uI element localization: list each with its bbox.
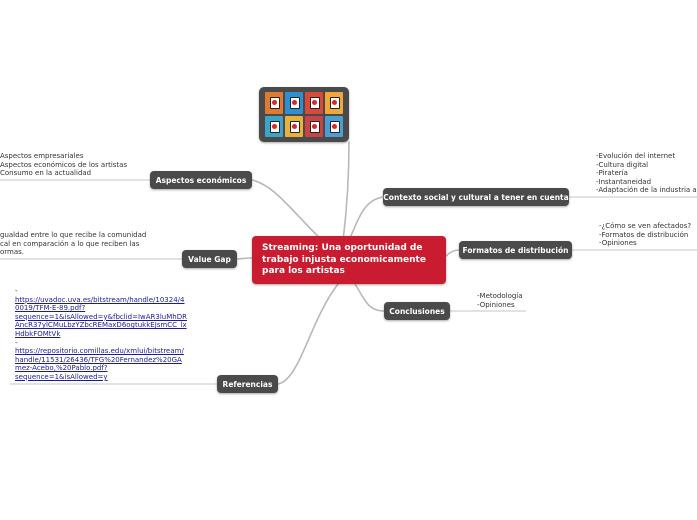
line-to-contexto <box>350 197 383 238</box>
central-topic[interactable] <box>252 236 446 284</box>
reference-link-line[interactable]: https://repositorio.comillas.edu/xmlui/bitstream/ <box>15 347 184 356</box>
line-to-conclusiones <box>355 284 384 311</box>
note-line: -Opiniones <box>599 239 637 248</box>
play-dot-icon <box>312 124 317 129</box>
play-dot-icon <box>332 124 337 129</box>
image-tile <box>265 116 283 138</box>
image-tile <box>285 116 303 138</box>
topic-value-gap[interactable] <box>182 250 237 268</box>
contexto-notes <box>596 152 697 195</box>
line-to-value-gap <box>237 258 252 259</box>
image-tile <box>265 92 283 114</box>
note-line: -Evolución del internet <box>596 152 676 160</box>
image-tile <box>285 92 303 114</box>
topic-aspectos-label: Aspectos económicos <box>155 175 247 185</box>
topic-formatos-label: Formatos de distribución <box>462 245 569 255</box>
line-to-aspectos <box>252 180 322 240</box>
referencias-notes <box>15 287 187 382</box>
reference-link-line[interactable]: HdbkFOMtVk <box>15 329 61 338</box>
note-line: -Instantaneidad <box>596 177 652 186</box>
topic-contexto-social[interactable] <box>383 188 569 206</box>
conclusiones-notes <box>477 292 523 309</box>
note-line: -Formatos de distribución <box>599 230 689 239</box>
line-to-formatos <box>446 250 459 256</box>
formatos-notes <box>599 222 691 248</box>
reference-link-line[interactable]: AncR37ylCMuLbzYZbcREMaxD6ogtukkEJsmCC_lx <box>15 321 187 330</box>
reference-link-line[interactable]: mez-Acebo,%20Pablo.pdf? <box>15 364 108 373</box>
note-line: Aspectos empresariales <box>0 152 84 160</box>
reference-link-line[interactable]: handle/11531/26436/TFG%20Fernandez%20GA <box>15 355 182 364</box>
line-to-image <box>343 142 349 241</box>
note-line: Aspectos económicos de los artistas <box>0 160 128 169</box>
topic-aspectos-economicos[interactable] <box>150 171 252 189</box>
image-tile <box>305 92 323 114</box>
note-line: - <box>15 338 18 347</box>
note-line: ormas. <box>0 248 25 257</box>
topic-conclusiones[interactable] <box>384 302 450 320</box>
topic-conclusiones-label: Conclusiones <box>389 306 445 316</box>
image-tile <box>305 116 323 138</box>
note-line: gualdad entre lo que recibe la comunidad <box>0 231 147 239</box>
line-to-referencias <box>278 284 338 384</box>
aspectos-notes <box>0 152 127 178</box>
note-line: -Adaptación de la industria a <box>596 186 697 195</box>
note-line: -Piratería <box>596 169 628 178</box>
reference-link-line[interactable]: sequence=1&isAllowed=y&fbclid=IwAR3luMhDR <box>15 312 187 321</box>
topic-formatos-distribucion[interactable] <box>459 241 572 259</box>
play-dot-icon <box>292 124 297 129</box>
note-line: -Opiniones <box>477 300 515 309</box>
topic-value-gap-label: Value Gap <box>188 254 231 264</box>
topic-referencias[interactable] <box>217 375 278 393</box>
reference-link-line[interactable]: 0019/TFM-E-89.pdf? <box>15 304 86 313</box>
reference-link-line[interactable]: https://uvadoc.uva.es/bitstream/handle/10324/4 <box>15 295 185 304</box>
note-line: Consumo en la actualidad <box>0 169 92 178</box>
topic-referencias-label: Referencias <box>222 379 273 389</box>
reference-link-line[interactable]: sequence=1&isAllowed=y <box>15 372 108 381</box>
value-gap-notes <box>0 231 146 257</box>
image-tile <box>325 92 343 114</box>
central-title-line-2: trabajo injusta economicamente <box>262 254 426 265</box>
note-line: - <box>15 287 18 295</box>
streaming-devices-image <box>265 92 343 137</box>
play-dot-icon <box>272 124 277 129</box>
note-line: -Cultura digital <box>596 160 649 169</box>
note-line: -Metodología <box>477 292 523 300</box>
central-title-line-3: para los artistas <box>262 266 345 276</box>
image-tile <box>325 116 343 138</box>
streaming-image-card[interactable] <box>259 87 349 142</box>
note-line: -¿Cómo se ven afectados? <box>599 222 692 230</box>
central-title-line-1: Streaming: Una oportunidad de <box>262 243 423 253</box>
topic-contexto-label: Contexto social y cultural a tener en cuenta <box>383 192 569 202</box>
note-line: cal en comparación a lo que reciben las <box>0 239 140 248</box>
